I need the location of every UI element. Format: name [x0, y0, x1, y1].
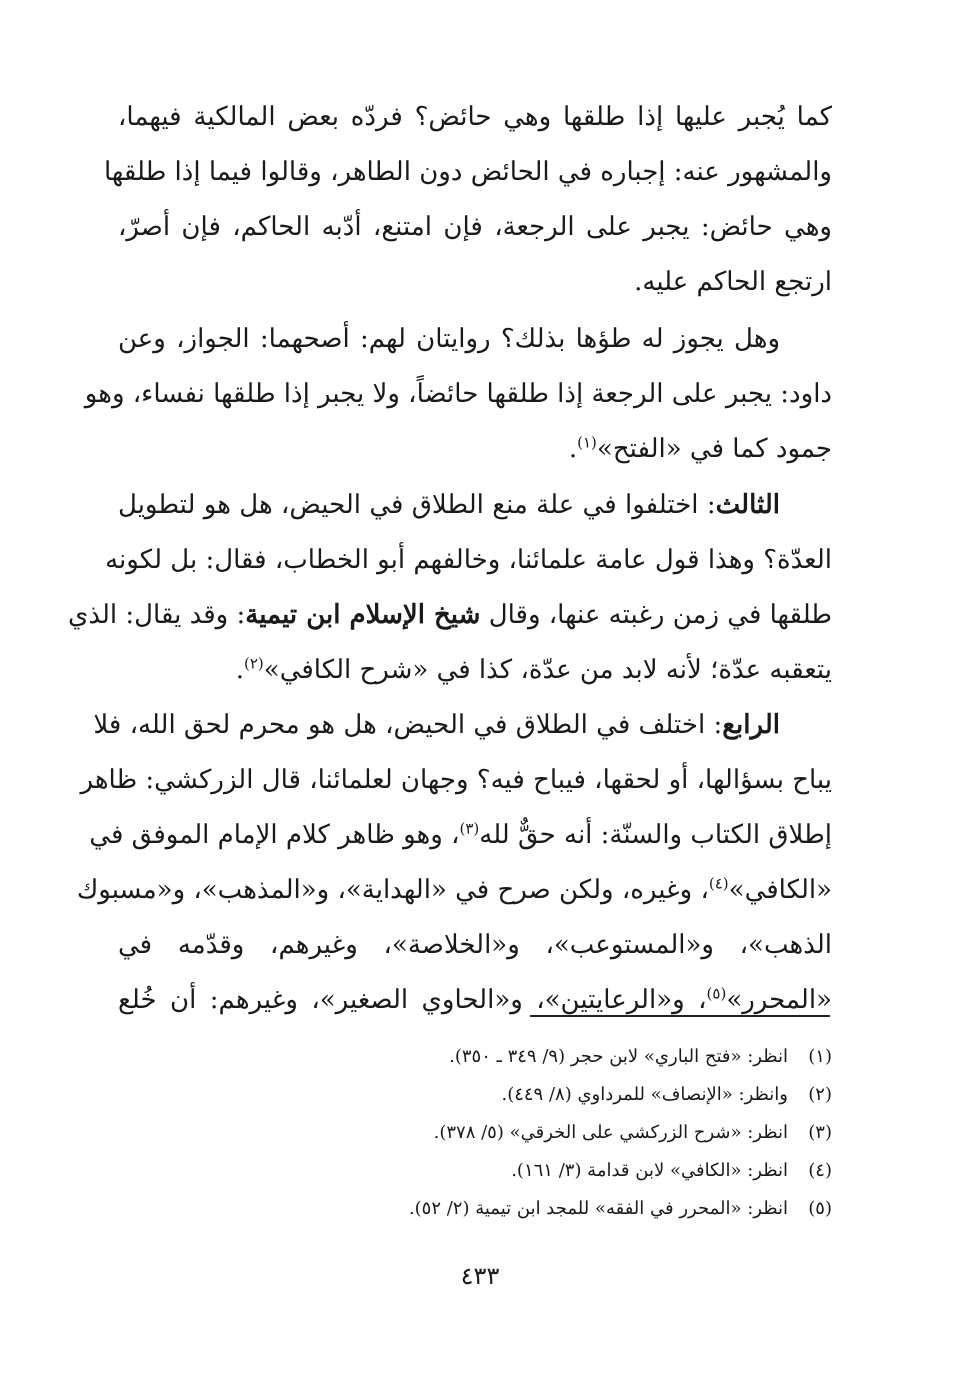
paragraph-watha [84, 312, 832, 477]
text-line: الذهب»، و«المستوعب»، و«الخلاصة»، وغيرهم، وقدّمه في [118, 930, 832, 960]
footnote-text: انظر: «فتح الباري» لابن حجر (٩/ ٣٤٩ ـ ٣٥٠). [449, 1046, 788, 1067]
footnote-ref-2: (٢) [244, 654, 264, 673]
footnote-item [300, 1038, 832, 1076]
paragraph-third [67, 478, 832, 698]
footnote-ref-1: (١) [577, 433, 597, 452]
footnote-separator [530, 1015, 830, 1017]
footnote-ref-5: (٥) [706, 984, 727, 1003]
section-lead-third: الثالث [715, 490, 780, 520]
footnote-text: انظر: «شرح الزركشي على الخرقي» (٥/ ٣٧٨). [433, 1122, 788, 1143]
text-line: ارتجع الحاكم عليه. [634, 267, 832, 297]
text-line: «المحرر»$^{(٥)}$، و«الرعايتين»، و«الحاوي الصغير»، وغيرهم: أن خُلع [118, 984, 832, 1015]
footnote-item [300, 1190, 832, 1228]
footnote-item [300, 1076, 832, 1114]
text-line: وهل يجوز له طؤها بذلك؟ روايتان لهم: أصحهما: الجواز، وعن [118, 324, 780, 354]
footnote-number: (٣) [808, 1122, 832, 1143]
text-line: يتعقبه عدّة؛ لأنه لابد من عدّة، كذا في «شرح الكافي»$^{(٢)}$. [235, 654, 832, 685]
text-line: داود: يجبر على الرجعة إذا طلقها حائضاً، ولا يجبر إذا طلقها نفساء، وهو [84, 379, 832, 409]
section-lead-fourth: الرابع [722, 710, 780, 740]
bold-name: شيخ الإسلام ابن تيمية [245, 600, 481, 630]
footnote-ref-3: (٣) [459, 819, 480, 838]
text-line: الثالث: اختلفوا في علة منع الطلاق في الحيض، هل هو لتطويل [118, 490, 780, 520]
text-line: جمود كما في «الفتح»$^{(١)}$. [568, 433, 832, 464]
footnote-number: (٢) [808, 1084, 832, 1105]
text-line: إطلاق الكتاب والسنّة: أنه حقٌّ لله$^{(٣)}$، وهو ظاهر كلام الإمام الموفق في [89, 819, 832, 850]
footnotes-list [300, 1038, 832, 1228]
footnote-text: انظر: «الكافي» لابن قدامة (٣/ ١٦١). [511, 1160, 788, 1181]
footnote-number: (١) [808, 1046, 832, 1067]
text-line: يباح بسؤالها، أو لحقها، فيباح فيه؟ وجهان لعلمائنا، قال الزركشي: ظاهر [80, 765, 832, 795]
footnote-text: انظر: «المحرر في الفقه» للمجد ابن تيمية (٢/ ٥٢). [408, 1198, 788, 1219]
text-line: كما يُجبر عليها إذا طلقها وهي حائض؟ فردّه بعض المالكية فيهما، [118, 102, 833, 132]
paragraph-fourth [76, 698, 832, 1028]
text-line: «الكافي»$^{(٤)}$، وغيره، ولكن صرح في «الهداية»، و«المذهب»، و«مسبوك [76, 874, 832, 905]
paragraph-continuation [103, 90, 833, 310]
footnote-item [300, 1114, 832, 1152]
text-line: العدّة؟ وهذا قول عامة علمائنا، وخالفهم أبو الخطاب، فقال: بل لكونه [105, 545, 832, 575]
text-line: طلقها في زمن رغبته عنها، وقال شيخ الإسلام ابن تيمية: وقد يقال: الذي [67, 600, 832, 630]
text-line: والمشهور عنه: إجباره في الحائض دون الطاهر، وقالوا فيما إذا طلقها [103, 157, 832, 187]
footnote-item [300, 1152, 832, 1190]
footnote-number: (٤) [808, 1160, 832, 1181]
text-line: وهي حائض: يجبر على الرجعة، فإن امتنع، أدّبه الحاكم، فإن أصرّ، [118, 212, 832, 242]
text-line: الرابع: اختلف في الطلاق في الحيض، هل هو محرم لحق الله، فلا [93, 710, 780, 740]
footnote-text: وانظر: «الإنصاف» للمرداوي (٨/ ٤٤٩). [501, 1084, 788, 1105]
footnote-ref-4: (٤) [708, 874, 729, 893]
page-number: ٤٣٣ [460, 1262, 500, 1290]
footnote-number: (٥) [808, 1198, 832, 1219]
